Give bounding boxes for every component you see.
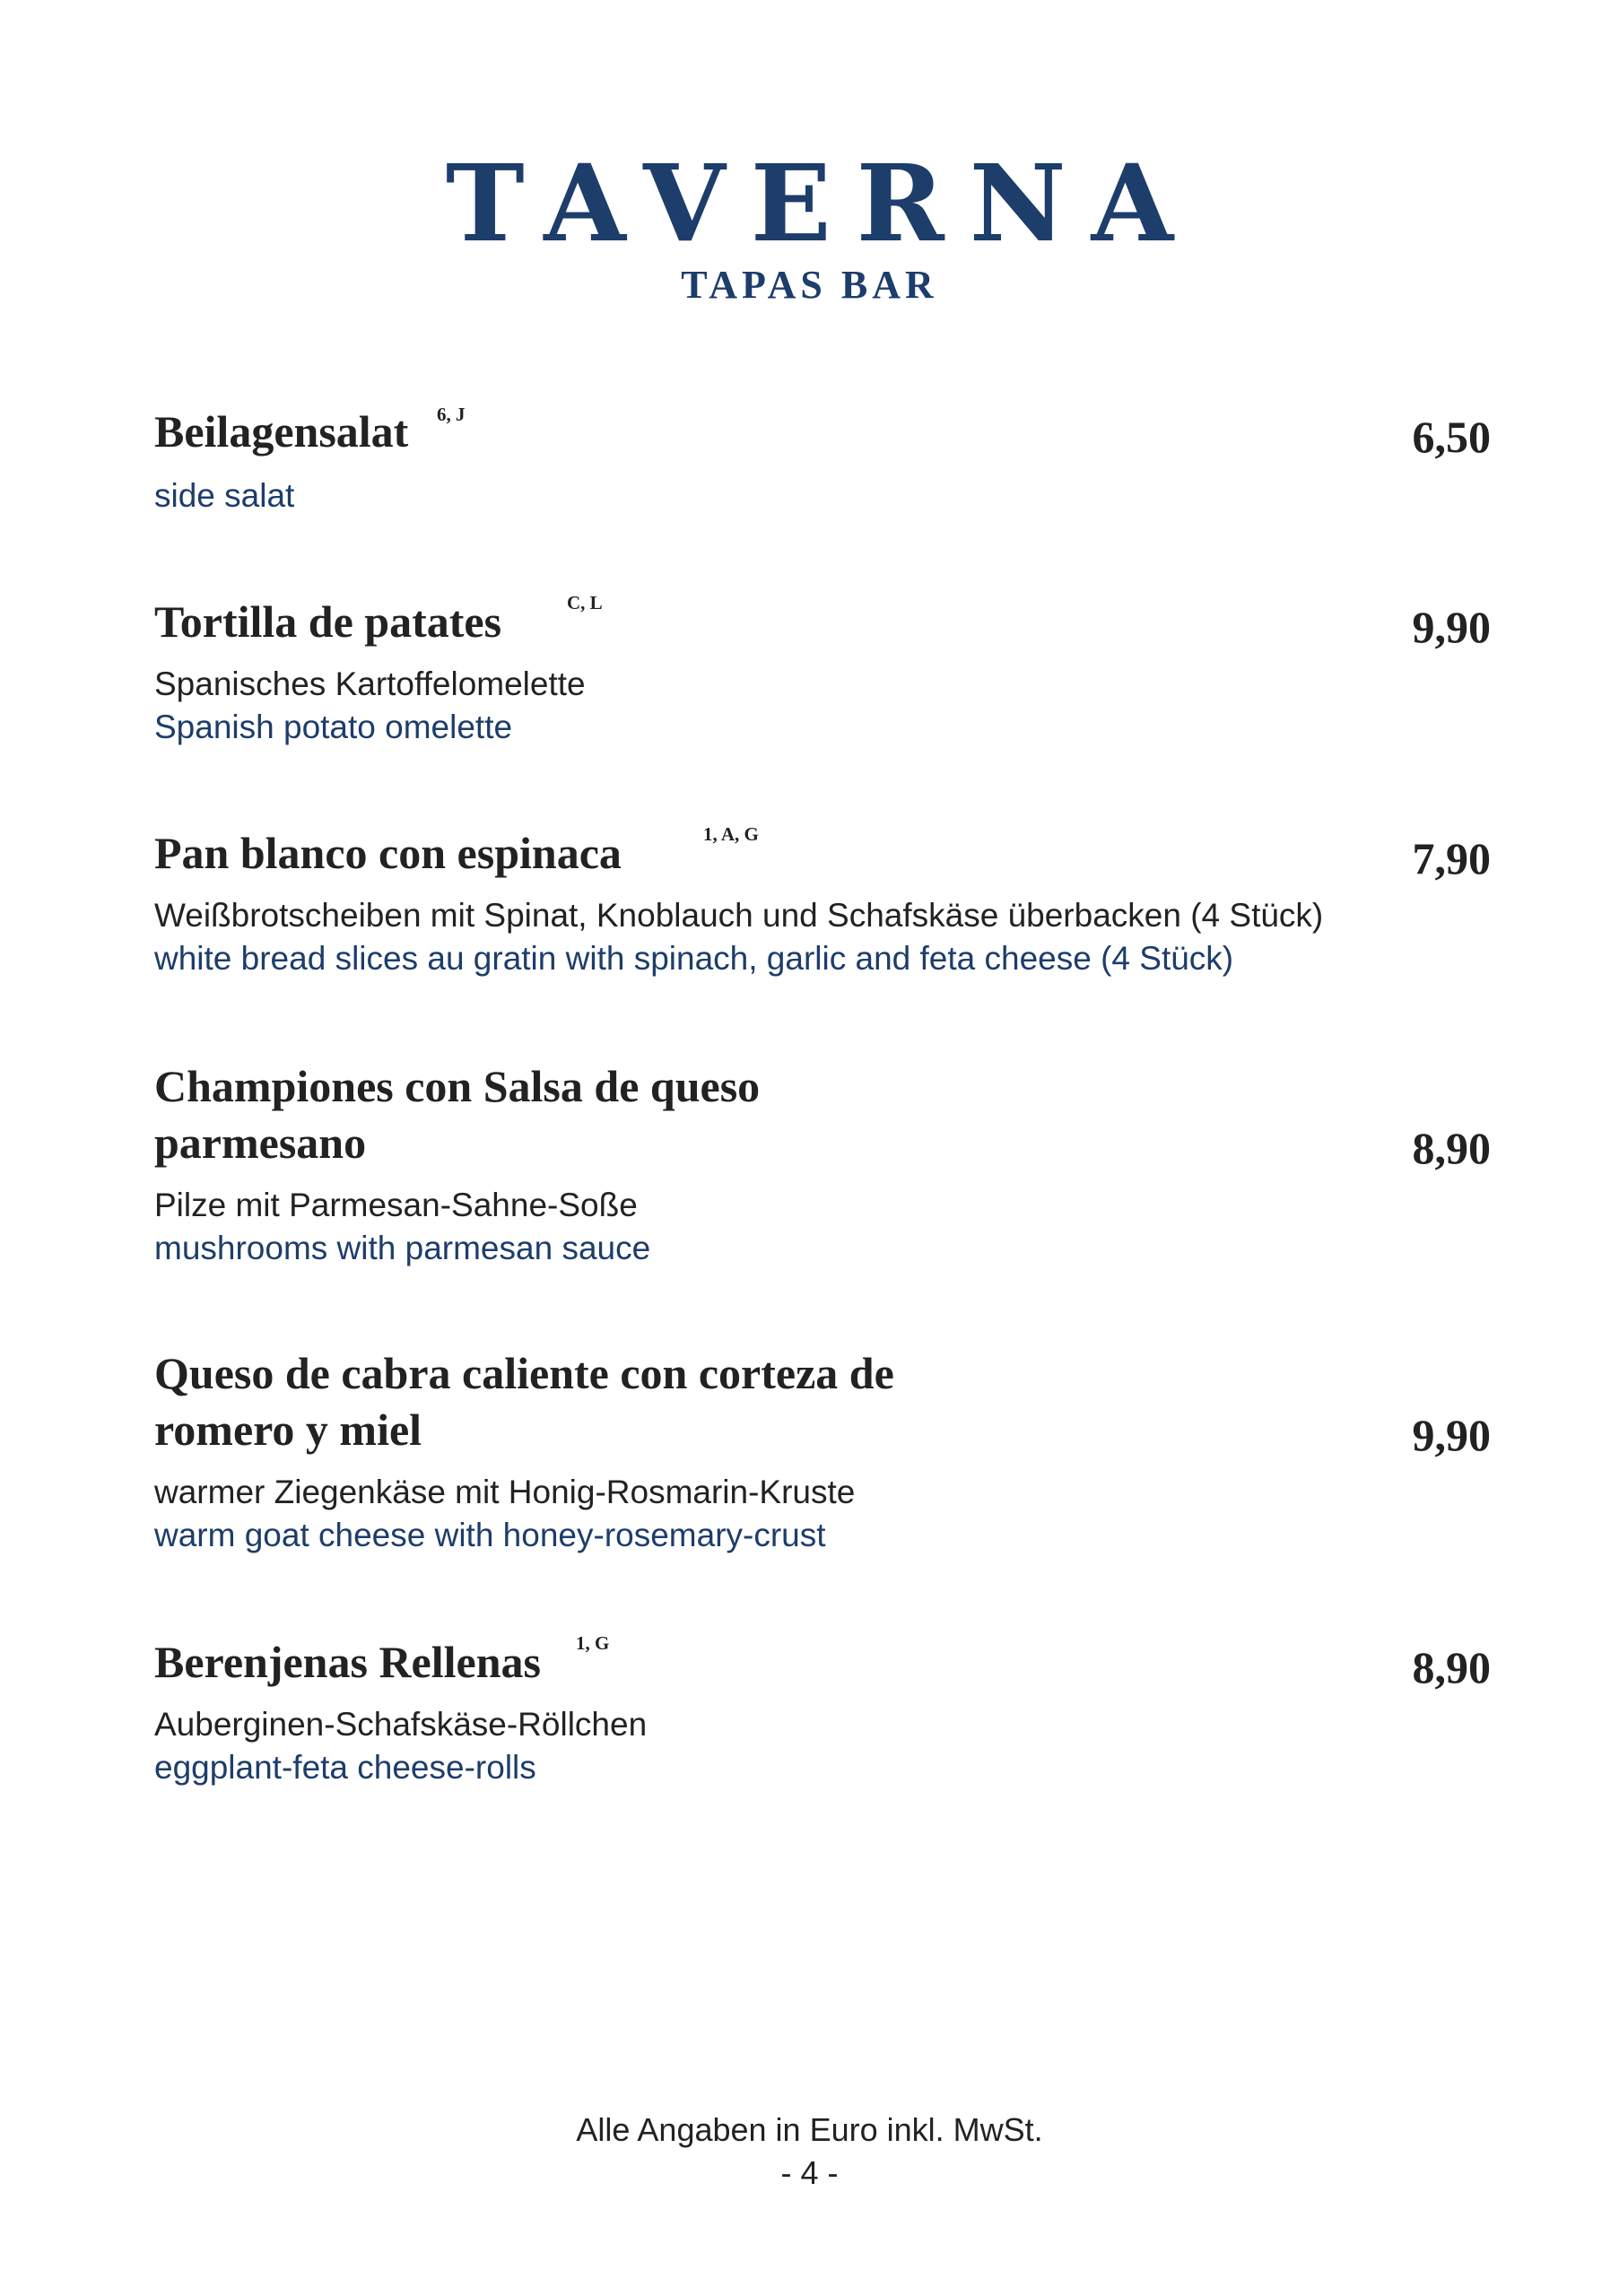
- allergen-codes: C, L: [567, 592, 603, 613]
- item-name-line1: Championes con Salsa de queso: [154, 1061, 761, 1111]
- item-description-en: mushrooms with parmesan sauce: [154, 1230, 651, 1266]
- item-name-line2: romero y miel: [154, 1405, 422, 1455]
- item-description-de: Auberginen-Schafskäse-Röllchen: [154, 1706, 648, 1743]
- logo: [0, 141, 1619, 307]
- item-price: 9,90: [1412, 1410, 1491, 1460]
- item-description-de: Pilze mit Parmesan-Sahne-Soße: [154, 1187, 638, 1223]
- footer-note: Alle Angaben in Euro inkl. MwSt.: [576, 2111, 1043, 2148]
- item-name-line2: parmesano: [154, 1118, 367, 1168]
- item-price: 6,50: [1412, 412, 1491, 462]
- menu-item-berenjenas: [154, 1634, 1491, 1789]
- item-description-en: eggplant-feta cheese-rolls: [154, 1749, 536, 1786]
- allergen-codes: 1, G: [576, 1632, 610, 1654]
- item-name: Beilagensalat: [154, 406, 409, 457]
- item-description-en: warm goat cheese with honey-rosemary-crust: [154, 1517, 826, 1553]
- item-description-en: Spanish potato omelette: [154, 709, 513, 745]
- item-price: 8,90: [1412, 1123, 1491, 1173]
- item-price: 8,90: [1412, 1642, 1491, 1692]
- item-price: 9,90: [1412, 602, 1491, 652]
- allergen-codes: 1, A, G: [703, 823, 759, 845]
- menu-item-championes: [154, 1058, 1491, 1270]
- menu-item-pan-blanco: [154, 825, 1491, 980]
- menu-item-queso-de-cabra: [154, 1345, 1491, 1557]
- menu-item-beilagensalat: [154, 404, 1491, 517]
- item-price: 7,90: [1412, 833, 1491, 883]
- menu-item-tortilla: [154, 594, 1491, 749]
- item-name-line1: Queso de cabra caliente con corteza de: [154, 1348, 894, 1398]
- allergen-codes: 6, J: [437, 404, 466, 425]
- logo-title: TAVERNA: [445, 141, 1199, 265]
- item-name: Tortilla de patates: [154, 596, 502, 647]
- item-description-de: Weißbrotscheiben mit Spinat, Knoblauch und Schafskäse überbacken (4 Stück): [154, 897, 1324, 934]
- item-name: Pan blanco con espinaca: [154, 828, 622, 878]
- item-description-en: side salat: [154, 477, 295, 514]
- item-description-en: white bread slices au gratin with spinach, garlic and feta cheese (4 Stück): [154, 940, 1234, 977]
- item-description-de: warmer Ziegenkäse mit Honig-Rosmarin-Kruste: [154, 1474, 856, 1510]
- page-number: - 4 -: [780, 2154, 839, 2191]
- item-description-de: Spanisches Kartoffelomelette: [154, 665, 586, 702]
- item-name: Berenjenas Rellenas: [154, 1637, 541, 1687]
- logo-subtitle: TAPAS BAR: [681, 263, 938, 307]
